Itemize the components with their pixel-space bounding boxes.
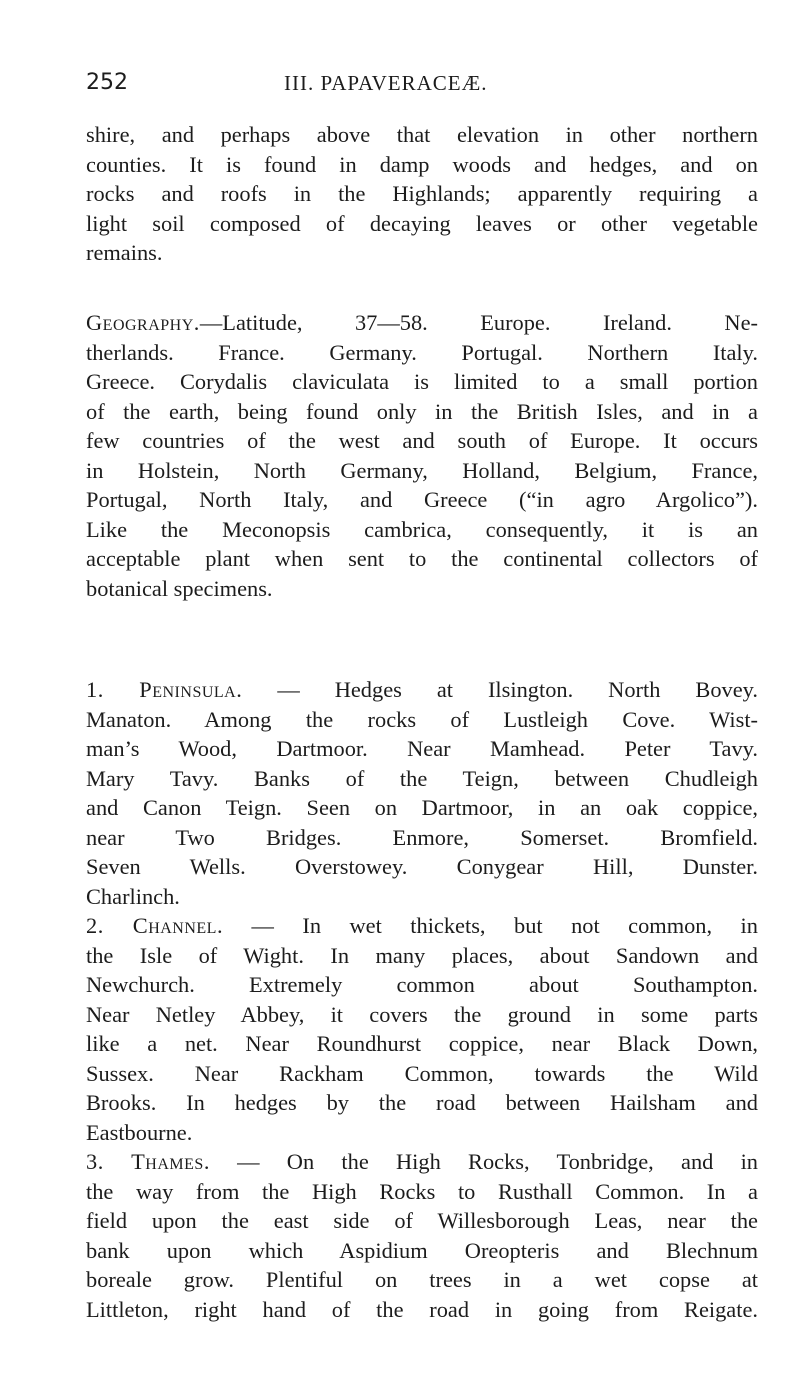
text-line: the Isle of Wight. In many places, about Sandown and [86, 942, 758, 968]
text-line: Like the Meconopsis cambrica, consequently, it is an [86, 516, 758, 542]
text-line: — On the High Rocks, Tonbridge, and in [209, 1149, 758, 1174]
text-line: Charlinch. [86, 883, 180, 909]
text-line: Near Netley Abbey, it covers the ground in some parts [86, 1001, 758, 1027]
text-line: Sussex. Near Rackham Common, towards the Wild [86, 1060, 758, 1086]
text-line: of the earth, being found only in the British Isles, and in a [86, 398, 758, 424]
paragraph-geography [86, 308, 758, 603]
section-lead-peninsula: 1. Peninsula. [86, 677, 243, 702]
text-line: acceptable plant when sent to the continental collectors of [86, 546, 758, 571]
text-line: Manaton. Among the rocks of Lustleigh Cove. Wist- [86, 706, 758, 732]
text-line: rocks and roofs in the Highlands; apparently requiring a [86, 181, 758, 206]
paragraph-channel [86, 911, 758, 1147]
text-line: Eastbourne. [86, 1119, 193, 1145]
text-line: few countries of the west and south of Europe. It occurs [86, 428, 758, 453]
section-lead-thames: 3. Thames. [86, 1149, 210, 1174]
text-line: Littleton, right hand of the road in going from Reigate. [86, 1296, 758, 1322]
text-line: — Hedges at Ilsington. North Bovey. [242, 677, 758, 702]
text-line: and Canon Teign. Seen on Dartmoor, in an oak coppice, [86, 795, 758, 820]
text-line: Brooks. In hedges by the road between Hailsham and [86, 1090, 758, 1115]
text-line: light soil composed of decaying leaves or other vegetable [86, 210, 758, 236]
page-number: 252 [86, 70, 128, 95]
text-line: Portugal, North Italy, and Greece (“in agro Argolico”). [86, 487, 758, 512]
text-line: in Holstein, North Germany, Holland, Belgium, France, [86, 457, 758, 483]
text-line: field upon the east side of Willesborough Leas, near the [86, 1208, 758, 1233]
paragraph-peninsula [86, 675, 758, 911]
paragraph-thames [86, 1147, 758, 1324]
text-line: therlands. France. Germany. Portugal. Northern Italy. [86, 339, 758, 365]
text-line: man’s Wood, Dartmoor. Near Mamhead. Peter Tavy. [86, 736, 758, 761]
text-line: bank upon which Aspidium Oreopteris and Blechnum [86, 1237, 758, 1263]
running-head: III. PAPAVERACEÆ. [284, 71, 488, 95]
text-line: Greece. Corydalis claviculata is limited to a small portion [86, 369, 758, 394]
text-line: the way from the High Rocks to Rusthall Common. In a [86, 1178, 758, 1204]
text-line: Mary Tavy. Banks of the Teign, between Chudleigh [86, 765, 758, 791]
text-line: Seven Wells. Overstowey. Conygear Hill, Dunster. [86, 854, 758, 879]
page-header [86, 66, 758, 100]
text-line: Newchurch. Extremely common about Southampton. [86, 972, 758, 997]
text-line: shire, and perhaps above that elevation in other northern [86, 122, 758, 147]
text-line: —Latitude, 37—58. Europe. Ireland. Ne- [199, 310, 758, 335]
text-line: — In wet thickets, but not common, in [223, 913, 758, 938]
paragraph-habitat [86, 120, 758, 268]
text-line: like a net. Near Roundhurst coppice, near Black Down, [86, 1031, 758, 1056]
text-line: counties. It is found in damp woods and hedges, and on [86, 151, 758, 177]
text-line: botanical specimens. [86, 575, 273, 601]
section-lead-geography: Geography. [86, 310, 200, 335]
localities-section [86, 675, 758, 1324]
text-line: remains. [86, 240, 163, 265]
text-line: near Two Bridges. Enmore, Somerset. Bromfield. [86, 824, 758, 850]
text-line: boreale grow. Plentiful on trees in a wet copse at [86, 1267, 758, 1292]
section-lead-channel: 2. Channel. [86, 913, 224, 938]
